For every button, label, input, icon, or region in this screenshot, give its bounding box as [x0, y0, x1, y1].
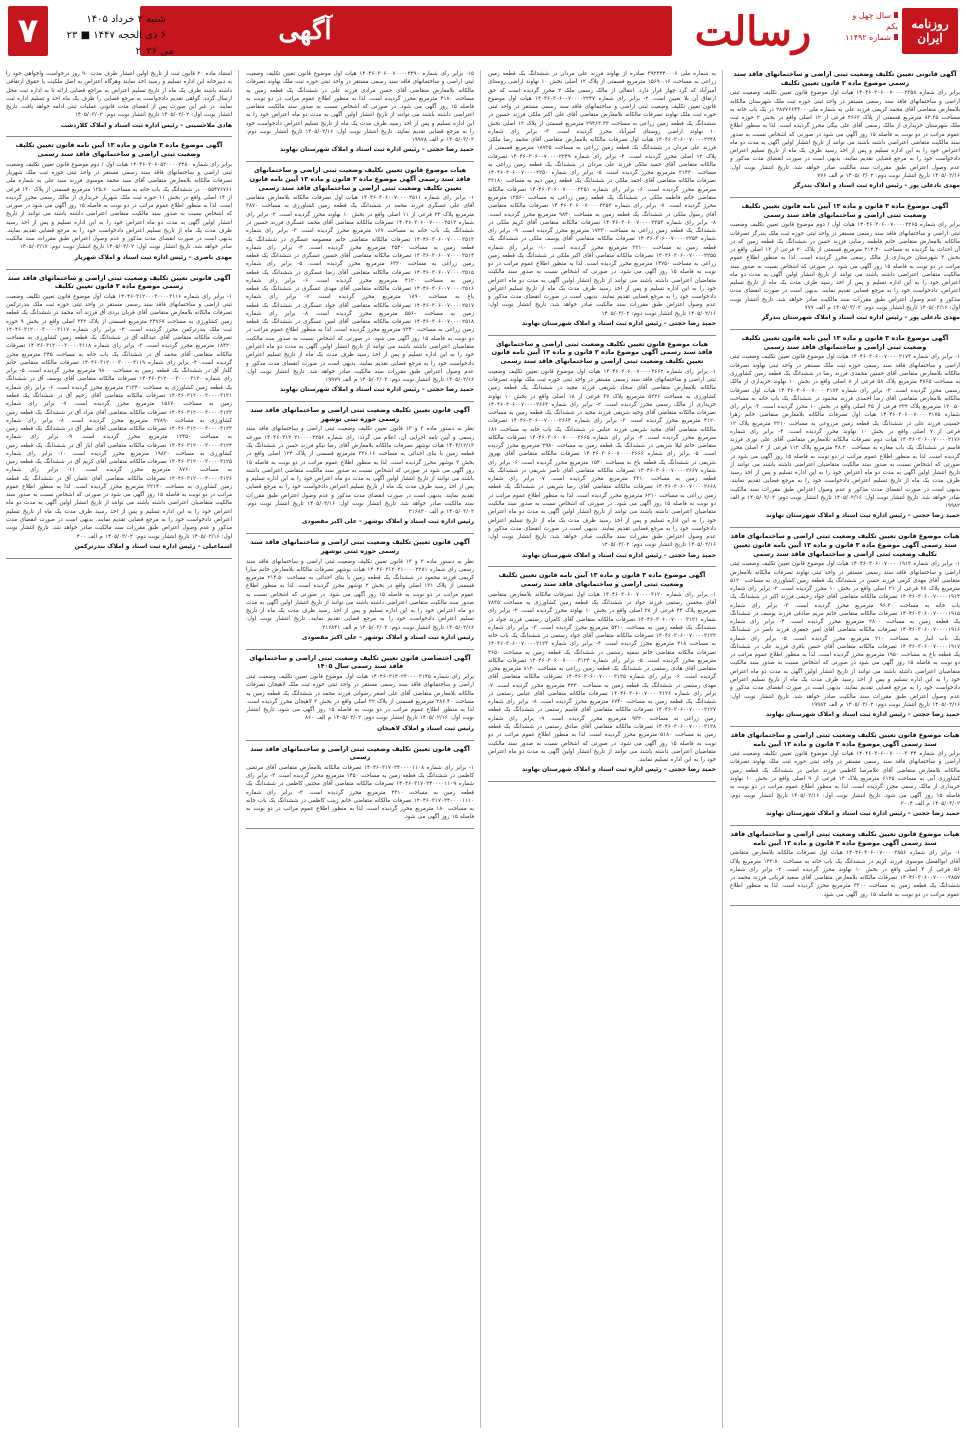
notice-body: برابر رای شماره ۱۴۰۴۶۰۳۱۴۰۲۳۰۰۰۰۲۱۴۵ هیات اول موضوع قانون تعیین تکلیف وضعیت ثبتی اراضی و ساختمانهای فاقد سند رسمی مستقر در واحد ثبتی حوزه ثبت ملک لاهیجان تصرفات مالکانه بلامعارض متقاضی آقای علی اصغر رضوانی فرزند محمد در ششدانگ یک قطعه زمین به مساحت ۲۸۶.۴۰ مترمربع قسمتی از پلاک ۳۲ اصلی واقع در بخش ۳ لاهیجان محرز گردیده است. لذا به منظور اطلاع عموم مراتب در دو نوبت به فاصله ۱۵ روز آگهی می شود. تاریخ انتشار نوبت اول: ۱۴۰۵/۰۲/۱۶ تاریخ انتشار نوبت دوم: ۱۴۰۵/۰۳/۰۲ م الف ۸۶۰ [246, 674, 474, 722]
notice-divider [488, 566, 716, 567]
notice [6, 274, 232, 552]
notice-columns [6, 70, 960, 1428]
notice-signature: رئیس اداره ثبت اسناد و املاک نوشهر – علی اکبر مقصودی [302, 633, 474, 641]
notice-divider [488, 781, 716, 782]
page-number: ۷ [8, 6, 48, 56]
notice-divider [246, 161, 474, 162]
issue-info [838, 10, 898, 44]
notice-body: ۱- برابر رای شماره ۱۴۰۴۶۰۳۰۶۰۰۷۰۰۰۰۲۸۵۶ هیات اول تصرفات مالکانه بلامعارض متقاضی آقای ابوالفضل موسوی فرزند کریم در ششدانگ یک باب خانه به مساحت ۱۴۲.۸۰ مترمربع پلاک ۵۶ فرعی از ۴ اصلی واقع در بخش ۱۰ نهاوند محرز گردیده است. ۲- برابر رای شماره ۱۴۰۴۶۰۳۰۶۰۰۷۰۰۰۰۲۸۵۷ تصرفات مالکانه بلامعارض متقاضی آقای سعید قربانی فرزند محمد در ششدانگ یک قطعه زمین به مساحت ۳۳۰۰ مترمربع محرز گردیده است. لذا به منظور اطلاع عموم مراتب در دو نوبت به فاصله ۱۵ روز آگهی می شود. [730, 850, 960, 898]
notice [730, 830, 960, 899]
date-line-2: ۶ ذی الحجه ۱۴۴۷ ■ ۲۳ می ۲۰۲۶ [66, 30, 174, 57]
notice-signature: حمید رضا حجتی – رئیس اداره ثبت اسناد و املاک شهرستان نهاوند [522, 551, 716, 559]
notice-title: آگهی اختصاصی قانون تعیین تکلیف وضعیت ثبتی اراضی و ساختمانهای فاقد سند رسمی سال ۱۴۰۵ [249, 653, 471, 671]
notice-body: برابر رای شماره ۱۴۰۴۶۰۳۰۶۰۵۲۰۰۰۰۲۴۸۰ هیات اول / دوم موضوع قانون تعیین تکلیف وضعیت ثبتی اراضی و ساختمانهای فاقد سند رسمی مستقر در واحد ثبتی حوزه ثبت ملک شهریار تصرفات مالکانه بلامعارض متقاضی آقای سید محمد موسوی فرزند سید علی به شماره ملی ۰۰۵۵۴۷۶۷۶۱ در ششدانگ یک باب خانه به مساحت ۱۳۵.۶۰ مترمربع قسمتی از پلاک ۱۳۰ فرعی از ۱۴ اصلی واقع در بخش ۱۱ حوزه ثبت ملک شهریار خریداری از مالک رسمی محرز گردیده است. لذا به منظور اطلاع عموم مراتب در دو نوبت به فاصله ۱۵ روز آگهی می شود در صورتی که اشخاص نسبت به صدور سند مالکیت متقاضی اعتراضی داشته باشند می توانند از تاریخ انتشار اولین آگهی به مدت دو ماه اعتراض خود را به این اداره تسلیم و پس از اخذ رسید ظرف مدت یک ماه از تاریخ تسلیم اعتراض دادخواست خود را به مرجع قضایی تقدیم نمایند. بدیهی است در صورت انقضای مدت مذکور و عدم وصول اعتراض طبق مقررات سند مالکیت صادر خواهد شد. تاریخ انتشار نوبت اول: ۱۴۰۵/۰۳/۰۲ تاریخ انتشار نوبت دوم: ۱۴۰۵/۰۳/۱۷ [6, 161, 232, 251]
notice-divider [730, 905, 960, 906]
column-4 [6, 70, 232, 1428]
brand-line-2: ایران [917, 31, 943, 45]
notice-title: هیات موضوع قانون تعیین تکلیف وضعیت ثبتی اراضی و ساختمانهای فاقد سند رسمی آگهی موضوع ماده ۳ قانون و ماده ۱۳ آیین نامه [730, 730, 960, 748]
notice-divider [730, 726, 960, 727]
notice-title: هیات موضوع قانون تعیین تکلیف وضعیت ثبتی اراضی و ساختمانهای فاقد سند رسمی آگهی موضوع ماده ۳ قانون و ماده ۱۳ آیین نامه قانون تعیین تکلیف وضعیت ثبتی اراضی و ساختمانهای فاقد سند رسمی [730, 532, 960, 558]
notice [488, 70, 716, 329]
section-title: آگهی [278, 16, 332, 46]
notice-body: ۱- برابر رای شماره ۱۴۰۴۶۰۳۰۶۰۰۷۰۰۰۰۲۱۷۳ هیات اول موضوع قانون تعیین تکلیف وضعیت ثبتی اراضی و ساختمانهای فاقد سند رسمی حوزه ثبت ملک مستقر در واحد ثبتی نهاوند تصرفات مالکانه بلامعارض متقاضی آقای حسین محمدی فرزند رضا در ششدانگ یک قطعه زمین کشاورزی به مساحت ۴۷۶۵ مترمربع پلاک ۵۸ فرعی از ۸ اصلی واقع در بخش ۱۰ نهاوند خریداری از مالک رسمی محرز گردیده است. ۲- برابر رای شماره ۱۴۰۴۶۰۳۰۶۰۰۷۰۰۰۰۲۱۷۴ هیات اول تصرفات مالکانه بلامعارض متقاضی آقای رضا احمدی فرزند محمود در ششدانگ یک باب خانه به مساحت ۱۲۰.۵۰ مترمربع پلاک ۲۳۴ فرعی از ۴۵ اصلی واقع در بخش ۱۰ محرز گردیده است. ۳- برابر رای شماره ۱۴۰۴۶۰۳۰۶۰۰۷۰۰۰۰۲۱۷۵ هیات اول تصرفات مالکانه بلامعارض متقاضی خانم زهرا حسینی فرزند علی در ششدانگ یک قطعه زمین مزروعی به مساحت ۳۲۱۰ مترمربع پلاک ۱۲ فرعی از ۷ اصلی واقع در بخش ۱۰ نهاوند محرز گردیده است. ۴- برابر رای شماره ۱۴۰۴۶۰۳۰۶۰۰۷۰۰۰۰۲۱۷۶ هیات دوم تصرفات مالکانه بلامعارض متقاضی آقای علی نوری فرزند قاسم در ششدانگ یک باب مغازه به مساحت ۴۸.۲۰ مترمربع پلاک ۱۱۲ فرعی از ۳ اصلی محرز گردیده است. لذا به منظور اطلاع عموم مراتب در دو نوبت به فاصله ۱۵ روز آگهی می شود در صورتی که اشخاص نسبت به صدور سند مالکیت متقاضیان اعتراضی داشته باشند می توانند از تاریخ انتشار اولین آگهی به مدت دو ماه اعتراض خود را به این اداره تسلیم و پس از اخذ رسید ظرف مدت یک ماه از تاریخ تسلیم اعتراض دادخواست خود را به مرجع قضایی تقدیم نمایند. بدیهی است در صورت انقضای مدت مذکور و عدم وصول اعتراض طبق مقررات سند مالکیت صادر خواهد شد. تاریخ انتشار نوبت اول: ۱۴۰۵/۰۲/۱۶ تاریخ انتشار نوبت دوم: ۱۴۰۵/۰۳/۰۲ م الف ۱۹۹۸۲ [730, 354, 960, 510]
notice-body: برابر رای شماره ۱۴۰۴۶۰۳۰۶۰۰۷۰۰۰۰۳۰۴۴ هیات اول موضوع قانون تعیین تکلیف وضعیت ثبتی اراضی و ساختمانهای فاقد سند رسمی مستقر در واحد ثبتی حوزه ثبت ملک نهاوند تصرفات مالکانه بلامعارض متقاضی آقای غلامرضا کاظمی فرزند عباس در ششدانگ یک قطعه زمین کشاورزی آبی به مساحت ۶۱۲۵ مترمربع پلاک ۱۴ فرعی از ۹ اصلی واقع در بخش ۱۰ نهاوند خریداری از مالک رسمی محرز گردیده است. لذا به منظور اطلاع عموم مراتب در دو نوبت به فاصله ۱۵ روز آگهی می شود. تاریخ انتشار نوبت اول: ۱۴۰۵/۰۲/۱۶ تاریخ انتشار نوبت دوم: ۱۴۰۵/۰۳/۰۲ م الف ۲۰۰۴ [730, 751, 960, 807]
notice-divider [246, 828, 474, 829]
date-box [54, 12, 174, 57]
notice-signature: مهدی ناصری – رئیس اداره ثبت اسناد و املاک شهریار [74, 253, 232, 261]
notice-divider [730, 329, 960, 330]
notice-body: ۱- برابر رای شماره ۱۴۰۴۶۰۳۱۲۰۰۰۳۰۰۰۰۳۱۱۶ هیات اول موضوع قانون تعیین تکلیف وضعیت ثبتی اراضی و ساختمانهای فاقد سند رسمی مستقر در واحد ثبتی حوزه ثبت ملک بندرترکمن تصرفات مالکانه بلامعارض متقاضی آقای قربان بردی آق فرزند آنه محمد در ششدانگ یک قطعه زمین کشاورزی به مساحت ۲۴۷۶۷ مترمربع قسمتی از پلاک ۳۳۲ اصلی واقع در بخش ۹ حوزه ثبت ملک بندرترکمن محرز گردیده است. ۲- برابر رای شماره ۱۴۰۴۶۰۳۱۲۰۰۰۳۰۰۰۰۳۱۱۷ تصرفات مالکانه متقاضی آقای عبدالله آق در ششدانگ یک قطعه زمین کشاورزی به مساحت ۱۸۴۲۰ مترمربع محرز گردیده است. ۳- برابر رای شماره ۱۴۰۴۶۰۳۱۲۰۰۰۳۰۰۰۰۳۱۱۸ تصرفات مالکانه متقاضی آقای محمد آق در ششدانگ یک باب خانه به مساحت ۲۴۵ مترمربع محرز گردیده است. ۴- برابر رای شماره ۱۴۰۴۶۰۳۱۲۰۰۰۳۰۰۰۰۳۱۱۹ تصرفات مالکانه متقاضی خانم گلناز آق در ششدانگ یک قطعه زمین به مساحت ۹۸۰۰ مترمربع محرز گردیده است. ۵- برابر رای شماره ۱۴۰۴۶۰۳۱۲۰۰۰۳۰۰۰۰۳۱۲۰ تصرفات مالکانه متقاضی آقای یوسف آق در ششدانگ یک قطعه زمین کشاورزی به مساحت ۲۱۳۴۰ مترمربع محرز گردیده است. ۶- برابر رای شماره ۱۴۰۴۶۰۳۱۲۰۰۰۳۰۰۰۰۳۱۲۱ تصرفات مالکانه متقاضی آقای رحیم آق در ششدانگ یک قطعه زمین به مساحت ۱۵۶۷۰ مترمربع محرز گردیده است. ۷- برابر رای شماره ۱۴۰۴۶۰۳۱۲۰۰۰۳۰۰۰۰۳۱۲۲ تصرفات مالکانه متقاضی آقای مراد آق در ششدانگ یک قطعه زمین کشاورزی به مساحت ۲۷۸۹۰ مترمربع محرز گردیده است. ۸- برابر رای شماره ۱۴۰۴۶۰۳۱۲۰۰۰۳۰۰۰۰۳۱۲۳ تصرفات مالکانه متقاضی آقای نظر آق در ششدانگ یک قطعه زمین به مساحت ۱۲۴۵۰ مترمربع محرز گردیده است. ۹- برابر رای شماره ۱۴۰۴۶۰۳۱۲۰۰۰۳۰۰۰۰۳۱۲۴ تصرفات مالکانه متقاضی آقای ایاز آق در ششدانگ یک قطعه زمین کشاورزی به مساحت ۱۹۸۳۰ مترمربع محرز گردیده است. ۱۰- برابر رای شماره ۱۴۰۴۶۰۳۱۲۰۰۰۳۰۰۰۰۳۱۲۵ تصرفات مالکانه متقاضی آقای کریم آق در ششدانگ یک قطعه زمین به مساحت ۸۷۶۰ مترمربع محرز گردیده است. ۱۱- برابر رای شماره ۱۴۰۴۶۰۳۱۲۰۰۰۳۰۰۰۰۳۱۲۶ تصرفات مالکانه متقاضی آقای عثمان آق در ششدانگ یک قطعه زمین کشاورزی به مساحت ۲۲۱۴۰ مترمربع محرز گردیده است. لذا به منظور اطلاع عموم مراتب در دو نوبت به فاصله ۱۵ روز آگهی می شود در صورتی که اشخاص نسبت به صدور سند مالکیت متقاضیان اعتراضی داشته باشند می توانند از تاریخ انتشار اولین آگهی به مدت دو ماه اعتراض خود را به این اداره تسلیم و پس از اخذ رسید ظرف مدت یک ماه از تاریخ تسلیم اعتراض دادخواست خود را به مرجع قضایی تقدیم نمایند. بدیهی است در صورت انقضای مدت مذکور و عدم وصول اعتراض طبق مقررات سند مالکیت صادر خواهد شد. تاریخ انتشار نوبت اول: ۱۴۰۵/۰۲/۱۶ تاریخ انتشار نوبت دوم: ۱۴۰۵/۰۳/۰۲ م الف ۴۰۰ [6, 293, 232, 540]
notice-divider [6, 136, 232, 137]
column-1 [730, 70, 960, 1428]
notice-signature: رئیس اداره ثبت اسناد و املاک نوشهر – علی اکبر مقصودی [302, 518, 474, 526]
notice [730, 202, 960, 323]
notice-divider [488, 335, 716, 336]
notice-signature: حمید رضا حجتی – رئیس اداره ثبت اسناد و املاک شهرستان نهاوند [766, 711, 960, 719]
brand-line-1: روزنامه [911, 16, 949, 31]
notice-signature: اسماعیلی – رئیس اداره ثبت اسناد و املاک بندرترکمن [74, 542, 232, 550]
notice-title: آگهی قانون تعیین تکلیف وضعیت ثبتی اراضی و ساختمانهای فاقد سند رسمی حوزه ثبتی نوشهر [250, 538, 470, 555]
notice-divider [246, 649, 474, 650]
notice-body: ۱- برابر رای شماره ۱۴۰۴۶۰۳۰۶۰۰۷۰۰۰۰۳۱۲۰ هیات اول تصرفات مالکانه بلامعارض متقاضی آقای محسن رستمی فرزند جواد در ششدانگ یک قطعه زمین کشاورزی به مساحت ۷۸۴۵ مترمربع پلاک ۴۴ فرعی از ۲۸ اصلی واقع در بخش ۱۰ نهاوند محرز گردیده است. ۲- برابر رای شماره ۱۴۰۴۶۰۳۰۶۰۰۷۰۰۰۰۳۱۲۱ تصرفات مالکانه متقاضی آقای کامران رستمی فرزند جواد در ششدانگ یک قطعه زمین به مساحت ۵۴۱۰ مترمربع محرز گردیده است. ۳- برابر رای شماره ۱۴۰۴۶۰۳۰۶۰۰۷۰۰۰۰۳۱۲۲ تصرفات مالکانه متقاضی آقای جواد رستمی در ششدانگ یک باب خانه به مساحت ۲۱۸ مترمربع محرز گردیده است. ۴- برابر رای شماره ۱۴۰۴۶۰۳۰۶۰۰۷۰۰۰۰۳۱۲۳ تصرفات مالکانه متقاضی خانم سمیه رستمی در ششدانگ یک قطعه زمین به مساحت ۳۶۵۰ مترمربع محرز گردیده است. ۵- برابر رای شماره ۱۴۰۴۶۰۳۰۶۰۰۷۰۰۰۰۳۱۲۴ تصرفات مالکانه متقاضی آقای هادی رستمی در ششدانگ یک قطعه زمین زراعی به مساحت ۸۱۲۰ مترمربع محرز گردیده است. ۶- برابر رای شماره ۱۴۰۴۶۰۳۰۶۰۰۷۰۰۰۰۳۱۲۵ تصرفات مالکانه متقاضی آقای مهدی رستمی در ششدانگ یک قطعه زمین به مساحت ۴۲۳۰ مترمربع محرز گردیده است. ۷- برابر رای شماره ۱۴۰۴۶۰۳۰۶۰۰۷۰۰۰۰۳۱۲۶ تصرفات مالکانه متقاضی آقای عباس رستمی در ششدانگ یک قطعه زمین به مساحت ۶۷۴۰ مترمربع محرز گردیده است. ۸- برابر رای شماره ۱۴۰۴۶۰۳۰۶۰۰۷۰۰۰۰۳۱۲۷ تصرفات مالکانه متقاضی آقای قاسم رستمی در ششدانگ یک قطعه زمین زراعی به مساحت ۹۳۲۰ مترمربع محرز گردیده است. ۹- برابر رای شماره ۱۴۰۴۶۰۳۰۶۰۰۷۰۰۰۰۳۱۲۸ تصرفات مالکانه متقاضی آقای صادق رستمی در ششدانگ یک قطعه زمین به مساحت ۵۱۸۰ مترمربع محرز گردیده است. لذا به منظور اطلاع عموم مراتب در دو نوبت به فاصله ۱۵ روز آگهی می شود. در صورتی که اشخاص نسبت به صدور سند مالکیت متقاضیان اعتراضی داشته باشند می توانند از تاریخ انتشار اولین آگهی به مدت دو ماه اعتراض خود را به این اداره تسلیم نمایند. [488, 591, 716, 764]
notice [730, 731, 960, 819]
notice-signature: حمید رضا حجتی – رئیس اداره ثبت اسناد و املاک شهرستان نهاوند [522, 319, 716, 327]
notice [730, 70, 960, 191]
notice [246, 406, 474, 527]
notice [246, 538, 474, 643]
column-2 [488, 70, 716, 1428]
masthead [668, 8, 958, 58]
column-divider [480, 70, 481, 1428]
column-divider [238, 70, 239, 1428]
notice-body: برابر رای شماره ۱۴۰۴۶۰۳۰۶۰۰۷۰۰۰۰۲۲۶۵ هیات اول / دوم موضوع قانون تعیین تکلیف وضعیت ثبتی اراضی و ساختمانهای فاقد سند رسمی مستقر در واحد ثبتی حوزه ثبت ملک بندرگز تصرفات مالکانه بلامعارض متقاضی خانم فاطمه رضایی فرزند حسن در ششدانگ یک قطعه زمین که در آن احداث بنا گردیده به مساحت ۲۱۲.۴۰ مترمربع قسمتی از پلاک ۲۰ فرعی از ۱۳ اصلی واقع در بخش ۳ شهرستان خریداری از مالک رسمی محرز گردیده است. لذا به منظور اطلاع عموم مراتب در دو نوبت به فاصله ۱۵ روز آگهی می شود. در صورتی که اشخاص نسبت به صدور سند مالکیت متقاضی اعتراضی داشته باشند می توانند از تاریخ انتشار اولین آگهی به مدت دو ماه اعتراض خود را به این اداره تسلیم و پس از اخذ رسید ظرف مدت یک ماه از تاریخ تسلیم اعتراض، دادخواست خود را به مرجع قضایی تقدیم نمایند. بدیهی است در صورت انقضای مدت مذکور و عدم وصول اعتراض طبق مقررات سند مالکیت صادر خواهد شد. تاریخ انتشار نوبت اول: ۱۴۰۵/۰۲/۱۶ تاریخ انتشار نوبت دوم: ۱۴۰۵/۰۳/۰۲ م الف ۷۷۷ [730, 222, 960, 312]
notice-title: آگهی موضوع ماده ۳ قانون و ماده ۱۳ آیین نامه قانون تعیین تکلیف وضعیت ثبتی اراضی و ساختمانهای فاقد سند رسمی [15, 141, 223, 159]
notice-title: آگهی قانون تعیین تکلیف وضعیت ثبتی اراضی و ساختمانهای فاقد سند رسمی حوزه ثبتی نوشهر [250, 406, 470, 423]
notice-body: ۱- برابر رای شماره ۱۴۰۴۶۰۳۰۶۰۰۷۰۰۰۰۲۵۱۱ هیات اول تصرفات مالکانه بلامعارض متقاضی آقای علی عسگری فرزند محمد در ششدانگ یک قطعه زمین کشاورزی به مساحت ۳۸۷۰ مترمربع پلاک ۲۲ فرعی از ۱۱ اصلی واقع در بخش ۱۰ نهاوند محرز گردیده است. ۲- برابر رای شماره ۱۴۰۴۶۰۳۰۶۰۰۷۰۰۰۰۲۵۱۲ تصرفات مالکانه متقاضی آقای محمد عسگری فرزند حسین در ششدانگ یک باب خانه به مساحت ۱۶۷ مترمربع محرز گردیده است. ۳- برابر رای شماره ۱۴۰۴۶۰۳۰۶۰۰۷۰۰۰۰۲۵۱۳ تصرفات مالکانه متقاضی خانم معصومه عسگری در ششدانگ یک قطعه زمین به مساحت ۲۵۴۰ مترمربع محرز گردیده است. ۴- برابر رای شماره ۱۴۰۴۶۰۳۰۶۰۰۷۰۰۰۰۲۵۱۴ تصرفات مالکانه متقاضی آقای حسین عسگری در ششدانگ یک قطعه زمین زراعی به مساحت ۶۳۲۰ مترمربع محرز گردیده است. ۵- برابر رای شماره ۱۴۰۴۶۰۳۰۶۰۰۷۰۰۰۰۲۵۱۵ تصرفات مالکانه متقاضی آقای رضا عسگری در ششدانگ یک قطعه زمین به مساحت ۴۱۲۰ مترمربع محرز گردیده است. ۶- برابر رای شماره ۱۴۰۴۶۰۳۰۶۰۰۷۰۰۰۰۲۵۱۶ تصرفات مالکانه متقاضی آقای مهدی عسگری در ششدانگ یک قطعه باغ به مساحت ۱۸۹۰ مترمربع محرز گردیده است. ۷- برابر رای شماره ۱۴۰۴۶۰۳۰۶۰۰۷۰۰۰۰۲۵۱۷ تصرفات مالکانه متقاضی آقای جواد عسگری در ششدانگ یک قطعه زمین به مساحت ۵۵۶۰ مترمربع محرز گردیده است. ۸- برابر رای شماره ۱۴۰۴۶۰۳۰۶۰۰۷۰۰۰۰۲۵۱۸ تصرفات مالکانه متقاضی آقای امین عسگری در ششدانگ یک قطعه زمین زراعی به مساحت ۷۲۴۰ مترمربع محرز گردیده است. لذا به منظور اطلاع عموم مراتب در دو نوبت به فاصله ۱۵ روز آگهی می شود. در صورتی که اشخاص نسبت به صدور سند مالکیت متقاضیان اعتراضی داشته باشند می توانند از تاریخ انتشار اولین آگهی به مدت دو ماه اعتراض خود را به این اداره تسلیم و پس از اخذ رسید ظرف مدت یک ماه از تاریخ تسلیم اعتراض دادخواست خود را به مرجع قضایی تقدیم نمایند. بدیهی است در صورت انقضای مدت مذکور و عدم وصول اعتراض طبق مقررات سند مالکیت صادر خواهد شد. تاریخ انتشار نوبت اول: ۱۴۰۵/۰۲/۱۶ تاریخ انتشار نوبت دوم: ۱۴۰۵/۰۳/۰۲ م الف ۱۹۹۷۹ [246, 195, 474, 384]
notice-signature: هادی ملاحسینی – رئیس اداره ثبت اسناد و املاک کلاردشت [60, 121, 232, 129]
notice-body: ۱- برابر رای شماره ۱۴۰۴۶۰۳۱۷۰۲۴۰۰۰۰۱۱۰۸ تصرفات مالکانه بلامعارض متقاضی آقای مرتضی کاظمی در ششدانگ یک قطعه زمین به مساحت ۱۴۵۰ مترمربع محرز گردیده است. ۲- برابر رای شماره ۱۴۰۴۶۰۳۱۷۰۲۴۰۰۰۰۱۱۰۹ تصرفات مالکانه متقاضی آقای مجتبی کاظمی در ششدانگ یک قطعه زمین به مساحت ۲۳۱۰ مترمربع محرز گردیده است. ۳- برابر رای شماره ۱۴۰۴۶۰۳۱۷۰۲۴۰۰۰۰۱۱۱۰ تصرفات مالکانه متقاضی خانم زینب کاظمی در ششدانگ یک باب خانه به مساحت ۱۸۰ مترمربع محرز گردیده است. لذا به منظور اطلاع عموم مراتب در دو نوبت به فاصله ۱۵ روز آگهی می شود. [246, 764, 474, 821]
notice-title: آگهی موضوع ماده ۳ قانون و ماده ۱۳ آیین نامه قانون تعیین تکلیف وضعیت ثبتی اراضی و ساختمانهای فاقد سند رسمی [498, 571, 706, 589]
notice [246, 166, 474, 395]
notice [6, 70, 232, 130]
notice-divider [246, 533, 474, 534]
notice-title: آگهی قانون تعیین تکلیف وضعیت ثبتی اراضی و ساختمانهای فاقد سند رسمی [250, 744, 470, 762]
notice-signature: حمید رضا حجتی – رئیس اداره ثبت اسناد و املاک شهرستان نهاوند [280, 386, 474, 394]
notice-title: هیات موضوع قانون تعیین تکلیف وضعیت ثبتی اراضی و ساختمانهای فاقد سند رسمی آگهی موضوع ماده ۳ قانون و ماده ۱۳ آیین نامه قانون تعیین تکلیف وضعیت ثبتی اراضی و ساختمانهای فاقد سند رسمی [491, 339, 713, 366]
notice [730, 334, 960, 521]
section-banner [140, 6, 672, 56]
notice-body: نظر به دستور ماده ۳ و ۱۳ قانون تعیین تکلیف وضعیت ثبتی اراضی و ساختمانهای فاقد سند رسمی رای شماره ۱۴۰۴۶۰۳۱۲۰۲۱۰۰۰۰۲۲۸۱ هیات نوشهر تصرفات مالکانه بلامعارض خانم سارا کریمی فرزند محمود در ششدانگ یک قطعه زمین با بنای احداثی به مساحت ۲۱۴.۵۰ مترمربع قسمتی از پلاک ۱۳۱ اصلی واقع در بخش ۲ نوشهر محرز گردیده است. لذا به منظور اطلاع عموم مراتب در دو نوبت به فاصله ۱۵ روز آگهی می شود. در صورتی که اشخاص نسبت به صدور سند مالکیت متقاضی اعتراضی داشته باشند می توانند از تاریخ انتشار اولین آگهی به مدت دو ماه اعتراض خود را به این اداره تسلیم و پس از اخذ رسید ظرف مدت یک ماه از تاریخ تسلیم اعتراض دادخواست خود را به مرجع قضایی تقدیم نمایند. تاریخ انتشار نوبت اول: ۱۴۰۵/۰۲/۱۶ تاریخ انتشار نوبت دوم: ۱۴۰۵/۰۳/۰۲ م الف ۲۱۶۸۴۱ [246, 558, 474, 631]
notice-divider [6, 558, 232, 559]
notice-title: آگهی قانونی تعیین تکلیف وضعیت ثبتی اراضی و ساختمانهای فاقد سند رسمی موضوع ماده ۳ قانون تعیین تکلیف [7, 273, 231, 291]
notice-signature: حمید رضا حجتی – رئیس اداره ثبت اسناد و املاک شهرستان نهاوند [522, 766, 716, 774]
notice [730, 532, 960, 720]
notice-divider [730, 825, 960, 826]
notice-body: برابر رای شماره ۱۴۰۴۶۰۳۰۶۰۰۷۰۰۰۰۲۳۵۸ هیات اول موضوع قانون تعیین تکلیف وضعیت ثبتی اراضی و ساختمانهای فاقد سند رسمی مستقر در واحد ثبتی حوزه ثبت ملک شهرستان مالکانه بلامعارض متقاضی آقای محمد کریمی فرزند علی به شماره ملی ۲۸۷۷۶۶۴۳۰۰ در یک باب خانه به مساحت ۸۳.۲۵ مترمربع قسمتی از پلاک ۴۶۶۲ فرعی از ۱۲ اصلی واقع در بخش ۲ حوزه ثبت ملک شهرستان خریداری از مالک رسمی آقای علی بیگی محرز گردیده است. لذا به منظور اطلاع عموم مراتب در دو نوبت به فاصله ۱۵ روز آگهی می شود در صورتی که اشخاص نسبت به صدور سند مالکیت متقاضی اعتراضی داشته باشند می توانند از تاریخ انتشار اولین آگهی به مدت دو ماه اعتراض خود را به این اداره تسلیم و پس از اخذ رسید ظرف یک ماه از تاریخ تسلیم اعتراض دادخواست خود را به مرجع قضایی تقدیم نمایند. بدیهی است در صورت انقضای مدت مذکور و عدم وصول اعتراض طبق مقررات سند مالکیت صادر خواهد شد. تاریخ انتشار نوبت اول: ۱۴۰۵/۰۲/۱۶ تاریخ انتشار نوبت دوم: ۱۴۰۵/۰۳/۰۲ م الف ۷۷۶ [730, 90, 960, 179]
notice-body: نظر به دستور ماده ۳ و ۱۳ قانون تعیین تکلیف وضعیت ثبتی اراضی و ساختمانهای فاقد سند رسمی و آیین نامه اجرایی آن، اعلام می گردد: رای شماره ۱۴۰۴۶۰۳۱۲۰۲۱۰۰۰۰۲۲۵۶ مورخه ۱۴۰۴/۱۲/۱۳ هیات نوشهر تصرفات مالکانه بلامعارض آقای رضا نیکو فرزند حسن در ششدانگ یک قطعه زمین با بنای احداثی به مساحت ۳۲۶.۱۶ مترمربع قسمتی از پلاک ۱۲۴ اصلی واقع در بخش ۲ نوشهر محرز گردیده است. لذا به منظور اطلاع عموم مراتب در دو نوبت به فاصله ۱۵ روز آگهی می شود در صورتی که اشخاص نسبت به صدور سند مالکیت متقاضی اعتراضی داشته باشند می توانند از تاریخ انتشار اولین آگهی به مدت دو ماه اعتراض خود را به این اداره تسلیم و پس از اخذ رسید ظرف مدت یک ماه از تاریخ تسلیم اعتراض دادخواست خود را به مرجع قضایی تقدیم نمایند. بدیهی است در صورت انقضای مدت مذکور و عدم وصول اعتراض طبق مقررات سند مالکیت صادر خواهد شد. تاریخ انتشار نوبت اول: ۱۴۰۵/۰۲/۱۶ تاریخ انتشار نوبت دوم: ۱۴۰۵/۰۳/۰۲ م الف ۲۱۶۸۳۰ [246, 426, 474, 516]
notice-divider [6, 269, 232, 270]
notice-signature: رئیس ثبت اسناد و املاک لاهیجان [377, 724, 474, 732]
notice-title: هیات موضوع قانون تعیین تکلیف وضعیت ثبتی اراضی و ساختمانهای فاقد سند رسمی آگهی موضوع ماده ۳ قانون و ماده ۱۳ آیین نامه [730, 829, 960, 847]
notice-body: استناد ماده ۲۰ قانون ثبت از تاریخ اولین انتشار ظرف مدت ۹۰ روز درخواست واخواهی خود را به دبیرخانه این اداره تسلیم و رسید اخذ نمایند وهرگاه اعتراض به اصل ملکیت یا حقوق ارتفاقی داشته باشند ظرف یک ماه از تاریخ تسلیم اعتراض به مراجع قضایی ارائه تا به اداره ثبت محل ارسال گردد. گواهی تقدیم دادخواست به مرجع قضایی را ظرف یک ماه اخذ و تسلیم اداره ثبت نمایند. در غیر این صورت پس از انقضای مدت قانونی عملیات ثبتی ادامه خواهد یافت. تاریخ انتشار نوبت اول: ۱۴۰۵/۰۲/۰۲ تاریخ انتشار نوبت دوم: ۱۴۰۵/۰۳/۰۲ [6, 71, 232, 119]
notice-divider [730, 197, 960, 198]
notice-title: آگهی قانونی تعیین تکلیف وضعیت ثبتی اراضی و ساختمانهای فاقد سند رسمی موضوع ماده ۳ قانون تعیین تکلیف [733, 70, 957, 87]
notice [246, 745, 474, 822]
notice-title: هیات موضوع قانون تعیین تکلیف وضعیت ثبتی اراضی و ساختمانهای فاقد سند رسمی آگهی موضوع ماده ۳ قانون و ماده ۱۳ آیین نامه قانون تعیین تکلیف وضعیت ثبتی اراضی و ساختمانهای فاقد سند رسمی [249, 166, 471, 192]
date-line-1: شنبه ۲ خرداد ۱۴۰۵ [86, 14, 166, 25]
notice-divider [246, 401, 474, 402]
notice-signature: حمید رضا حجتی – رئیس اداره ثبت اسناد و املاک شهرستان نهاوند [766, 512, 960, 520]
bullet-icon [169, 33, 174, 38]
notice-divider [730, 527, 960, 528]
notice-title: آگهی موضوع ماده ۳ قانون و ماده ۱۳ آیین نامه قانون تعیین تکلیف وضعیت ثبتی اراضی و ساختمانهای فاقد سند رسمی [741, 334, 949, 351]
notice [488, 571, 716, 775]
notice-body: ۱- برابر رای شماره ۱۴۰۴۶۰۳۰۶۰۰۷۰۰۰۰۱۹۱۳ هیات اول موضوع قانون تعیین تکلیف وضعیت ثبتی اراضی و ساختمانهای فاقد سند رسمی مستقر در واحد ثبتی نهاوند تصرفات مالکانه بلامعارض متقاضی آقای مهدی کرمی فرزند حسن در ششدانگ یک قطعه زمین کشاورزی به مساحت ۵۱۲۰ مترمربع پلاک ۷۸ فرعی از ۲۱ اصلی واقع در بخش ۱۰ محرز گردیده است. ۲- برابر رای شماره ۱۴۰۴۶۰۳۰۶۰۰۷۰۰۰۰۱۹۱۴ تصرفات مالکانه متقاضی آقای جواد رحیمی فرزند اکبر در ششدانگ یک باب خانه به مساحت ۹۶.۳۰ مترمربع محرز گردیده است. ۳- برابر رای شماره ۱۴۰۴۶۰۳۰۶۰۰۷۰۰۰۰۱۹۱۵ تصرفات مالکانه متقاضی خانم مریم صادقی فرزند یوسف در ششدانگ یک قطعه زمین به مساحت ۲۸۰۰ مترمربع محرز گردیده است. ۴- برابر رای شماره ۱۴۰۴۶۰۳۰۶۰۰۷۰۰۰۰۱۹۱۶ تصرفات مالکانه متقاضی آقای امیر جعفری فرزند ناصر در ششدانگ یک باب انبار به مساحت ۲۱۰ مترمربع محرز گردیده است. ۵- برابر رای شماره ۱۴۰۴۶۰۳۰۶۰۰۷۰۰۰۰۱۹۱۷ تصرفات مالکانه متقاضی آقای حسن باقری فرزند علی در ششدانگ یک قطعه باغ به مساحت ۱۹۵۰ مترمربع محرز گردیده است. لذا به منظور اطلاع عموم مراتب در دو نوبت به فاصله ۱۵ روز آگهی می شود در صورتی که اشخاص نسبت به صدور سند مالکیت متقاضیان اعتراضی داشته باشند می توانند از تاریخ انتشار اولین آگهی به مدت دو ماه اعتراض خود را به این اداره تسلیم و پس از اخذ رسید ظرف مدت یک ماه از تاریخ تسلیم اعتراض دادخواست خود را به مرجع قضایی تقدیم نمایند. بدیهی است در صورت انقضای مدت مذکور و عدم وصول اعتراض طبق مقررات سند مالکیت صادر خواهد شد. تاریخ انتشار نوبت اول: ۱۴۰۵/۰۲/۱۶ تاریخ انتشار نوبت دوم: ۱۴۰۵/۰۳/۰۲ م الف ۱۹۹۸۳ [730, 561, 960, 708]
notice-divider [246, 740, 474, 741]
bullet-icon [894, 34, 898, 40]
brand-box [902, 8, 958, 54]
column-divider [722, 70, 723, 1428]
notice [488, 340, 716, 561]
column-3 [246, 70, 474, 1428]
notice-signature: مهدی نادعلی پور – رئیس اداره ثبت اسناد و املاک بندرگز [793, 182, 960, 190]
notice-signature: مهدی نادعلی پور – رئیس اداره ثبت اسناد و املاک شهرستان بندرگز [761, 314, 960, 322]
newspaper-logo: رسالت [694, 8, 812, 55]
page-header [0, 0, 966, 64]
notice-signature: حمید رضا حجتی – رئیس اداره ثبت اسناد و املاک شهرستان نهاوند [280, 146, 474, 154]
bullet-icon [169, 17, 174, 22]
notice [246, 70, 474, 155]
notice [246, 654, 474, 734]
notice [6, 141, 232, 262]
notice-body: به شماره ملی ۳۹۲۴۴۴۰۰۰۶ صادره از نهاوند فرزند علی مردان در ششدانگ یک قطعه زمین زراعی به مساحت ۱۵۶۹۰.۱۶ مترمربع قسمتی از پلاک ۱۲ اصلی بخش ۱۰ نهاوند اراضی روستای آمیرآباد که گرد چهار قرار دارد. انتقالی از مالک رسمی ملک ۲ محرز گردیده است که حق ارتفاق آن بلا تعیین است. ۲- برابر رای شماره ۱۴۰۴۶۰۳۰۶۰۰۷۰۰۰۰۲۲۴۷ هیات اول موضوع قانون تعیین تکلیف وضعیت ثبتی اراضی و ساختمانهای فاقد سند رسمی مستقر در واحد ثبتی حوزه ثبت ملک نهاوند تصرفات مالکانه بلامعارض متقاضی آقای علی اکبر ملکی فرزند حسین در ششدانگ یک قطعه زمین زراعی به مساحت ۲۹۴۶۳.۳۳ مترمربع قسمتی از پلاک ۱۲ اصلی بخش ۱۰ نهاوند اراضی روستای آمیرآباد محرز گردیده است. ۳- برابر رای شماره ۱۴۰۴۶۰۳۰۶۰۰۷۰۰۰۰۲۲۴۸ هیات اول تصرفات مالکانه بلامعارض متقاضی آقای محمد رضا ملکی فرزند علی مردان در ششدانگ یک قطعه زمین زراعی به مساحت ۱۸۷۲۵ مترمربع قسمتی از پلاک ۱۲ اصلی محرز گردیده است. ۴- برابر رای شماره ۱۴۰۴۶۰۳۰۶۰۰۷۰۰۰۰۲۲۴۹ تصرفات مالکانه متقاضی آقای حمید ملکی فرزند علی مردان در ششدانگ یک قطعه زمین زراعی به مساحت ۲۱۴۳۰ مترمربع محرز گردیده است. ۵- برابر رای شماره ۱۴۰۴۶۰۳۰۶۰۰۷۰۰۰۰۲۲۵۰ تصرفات مالکانه متقاضی آقای احمد ملکی در ششدانگ یک قطعه زمین دیم به مساحت ۳۲۱۸۰ مترمربع محرز گردیده است. ۶- برابر رای شماره ۱۴۰۴۶۰۳۰۶۰۰۷۰۰۰۰۲۲۵۱ تصرفات مالکانه متقاضی خانم فاطمه ملکی در ششدانگ یک قطعه زمین زراعی به مساحت ۱۲۵۶۰ مترمربع محرز گردیده است. ۷- برابر رای شماره ۱۴۰۴۶۰۳۰۶۰۰۷۰۰۰۰۲۲۵۲ تصرفات مالکانه متقاضی آقای رسول ملکی در ششدانگ یک قطعه زمین به مساحت ۹۸۴۰ مترمربع محرز گردیده است. ۸- برابر رای شماره ۱۴۰۴۶۰۳۰۶۰۰۷۰۰۰۰۲۲۵۳ تصرفات مالکانه متقاضی آقای کریم ملکی در ششدانگ یک قطعه زمین زراعی به مساحت ۱۷۲۳۰ مترمربع محرز گردیده است. ۹- برابر رای شماره ۱۴۰۴۶۰۳۰۶۰۰۷۰۰۰۰۲۲۵۴ تصرفات مالکانه متقاضی آقای یوسف ملکی در ششدانگ یک قطعه زمین به مساحت ۲۲۱۰۰ مترمربع محرز گردیده است. ۱۰- برابر رای شماره ۱۴۰۴۶۰۳۰۶۰۰۷۰۰۰۰۲۲۵۵ تصرفات مالکانه متقاضی آقای اکبر ملکی در ششدانگ یک قطعه زمین زراعی به مساحت ۱۴۷۵۰ مترمربع محرز گردیده است. لذا به منظور اطلاع عموم مراتب در دو نوبت به فاصله ۱۵ روز آگهی می شود. در صورتی که اشخاص نسبت به صدور سند مالکیت متقاضیان اعتراضی داشته باشند می توانند از تاریخ انتشار اولین آگهی به مدت دو ماه اعتراض خود را به این اداره تسلیم و پس از اخذ رسید ظرف مدت یک ماه از تاریخ تسلیم اعتراض دادخواست خود را به مرجع قضایی تقدیم نمایند. بدیهی است در صورت انقضای مدت مذکور و عدم وصول اعتراض طبق مقررات سند مالکیت صادر خواهد شد. تاریخ انتشار نوبت اول: ۱۴۰۵/۰۲/۱۶ تاریخ انتشار نوبت دوم: ۱۴۰۵/۰۳/۰۲ [488, 71, 716, 317]
bullet-icon [894, 12, 898, 18]
notice-body: ۱۵- برابر رای شماره ۱۴۰۴۶۰۳۰۶۰۰۷۰۰۰۰۲۴۹۰ هیات اول موضوع قانون تعیین تکلیف وضعیت ثبتی اراضی و ساختمانهای فاقد سند رسمی مستقر در واحد ثبتی حوزه ثبت ملک نهاوند تصرفات مالکانه بلامعارض متقاضی آقای حسن مرادی فرزند علی در ششدانگ یک قطعه زمین به مساحت ۴۱۸۰ مترمربع محرز گردیده است. لذا به منظور اطلاع عموم مراتب در دو نوبت به فاصله ۱۵ روز آگهی می شود. در صورتی که اشخاص نسبت به صدور سند مالکیت متقاضی اعتراضی داشته باشند می توانند از تاریخ انتشار اولین آگهی به مدت دو ماه اعتراض خود را به این اداره تسلیم و پس از اخذ رسید ظرف مدت یک ماه از تاریخ تسلیم اعتراض دادخواست خود را به مرجع قضایی تقدیم نمایند. تاریخ انتشار نوبت اول: ۱۴۰۵/۰۲/۱۶ تاریخ انتشار نوبت دوم: ۱۴۰۵/۰۳/۰۲ م الف ۱۹۹۷۸ [246, 71, 474, 144]
notice-signature: حمید رضا حجتی – رئیس اداره ثبت اسناد و املاک شهرستان نهاوند [766, 810, 960, 818]
notice-body: ۱- برابر رای شماره ۱۴۰۴۶۰۳۰۶۰۰۷۰۰۰۰۲۶۶۲ هیات اول موضوع قانون تعیین تکلیف وضعیت ثبتی اراضی و ساختمانهای فاقد سند رسمی مستقر در واحد ثبتی حوزه ثبت ملک نهاوند تصرفات مالکانه بلامعارض متقاضی آقای سجاد شریفی فرزند مجید در ششدانگ یک قطعه زمین کشاورزی به مساحت ۵۲۳۶ مترمربع پلاک ۳۷ فرعی از ۱۸ اصلی واقع در بخش ۱۰ نهاوند خریداری از مالک رسمی محرز گردیده است. ۲- برابر رای شماره ۱۴۰۴۶۰۳۰۶۰۰۷۰۰۰۰۲۶۶۳ تصرفات مالکانه متقاضی آقای وحید شریفی فرزند مجید در ششدانگ یک قطعه زمین به مساحت ۴۱۲۰ مترمربع محرز گردیده است. ۳- برابر رای شماره ۱۴۰۴۶۰۳۰۶۰۰۷۰۰۰۰۲۶۶۴ تصرفات مالکانه متقاضی آقای مجید شریفی فرزند عباس در ششدانگ یک باب خانه به مساحت ۱۸۶ مترمربع محرز گردیده است. ۴- برابر رای شماره ۱۴۰۴۶۰۳۰۶۰۰۷۰۰۰۰۲۶۶۵ تصرفات مالکانه متقاضی خانم لیلا شریفی در ششدانگ یک قطعه زمین به مساحت ۲۹۸۰ مترمربع محرز گردیده است. ۵- برابر رای شماره ۱۴۰۴۶۰۳۰۶۰۰۷۰۰۰۰۲۶۶۶ تصرفات مالکانه متقاضی آقای بهروز شریفی در ششدانگ یک قطعه باغ به مساحت ۱۵۴۰ مترمربع محرز گردیده است. ۶- برابر رای شماره ۱۴۰۴۶۰۳۰۶۰۰۷۰۰۰۰۲۶۶۷ تصرفات مالکانه متقاضی آقای ناصر شریفی در ششدانگ یک قطعه زمین به مساحت ۳۳۱۰ مترمربع محرز گردیده است. ۷- برابر رای شماره ۱۴۰۴۶۰۳۰۶۰۰۷۰۰۰۰۲۶۶۸ تصرفات مالکانه متقاضی آقای رضا شریفی در ششدانگ یک قطعه زمین زراعی به مساحت ۶۲۱۰ مترمربع محرز گردیده است. لذا به منظور اطلاع عموم مراتب در دو نوبت به فاصله ۱۵ روز آگهی می شود. در صورتی که اشخاص نسبت به صدور سند مالکیت متقاضیان اعتراضی داشته باشند می توانند از تاریخ انتشار اولین آگهی به مدت دو ماه اعتراض خود را به این اداره تسلیم و پس از اخذ رسید ظرف مدت یک ماه از تاریخ تسلیم اعتراض دادخواست خود را به مرجع قضایی تقدیم نمایند. بدیهی است در صورت انقضای مدت مذکور و عدم وصول اعتراض طبق مقررات سند مالکیت صادر خواهد شد. تاریخ انتشار نوبت اول: ۱۴۰۵/۰۲/۱۶ تاریخ انتشار نوبت دوم: ۱۴۰۵/۰۳/۰۲ [488, 368, 716, 549]
year-line: سال چهل و یکم [852, 11, 898, 32]
issue-line: شماره ۱۱۴۹۲ [845, 33, 891, 43]
notice-title: آگهی موضوع ماده ۳ قانون و ماده ۱۳ آیین نامه قانون تعیین تکلیف وضعیت ثبتی اراضی و ساختمانهای فاقد سند رسمی [741, 202, 949, 219]
